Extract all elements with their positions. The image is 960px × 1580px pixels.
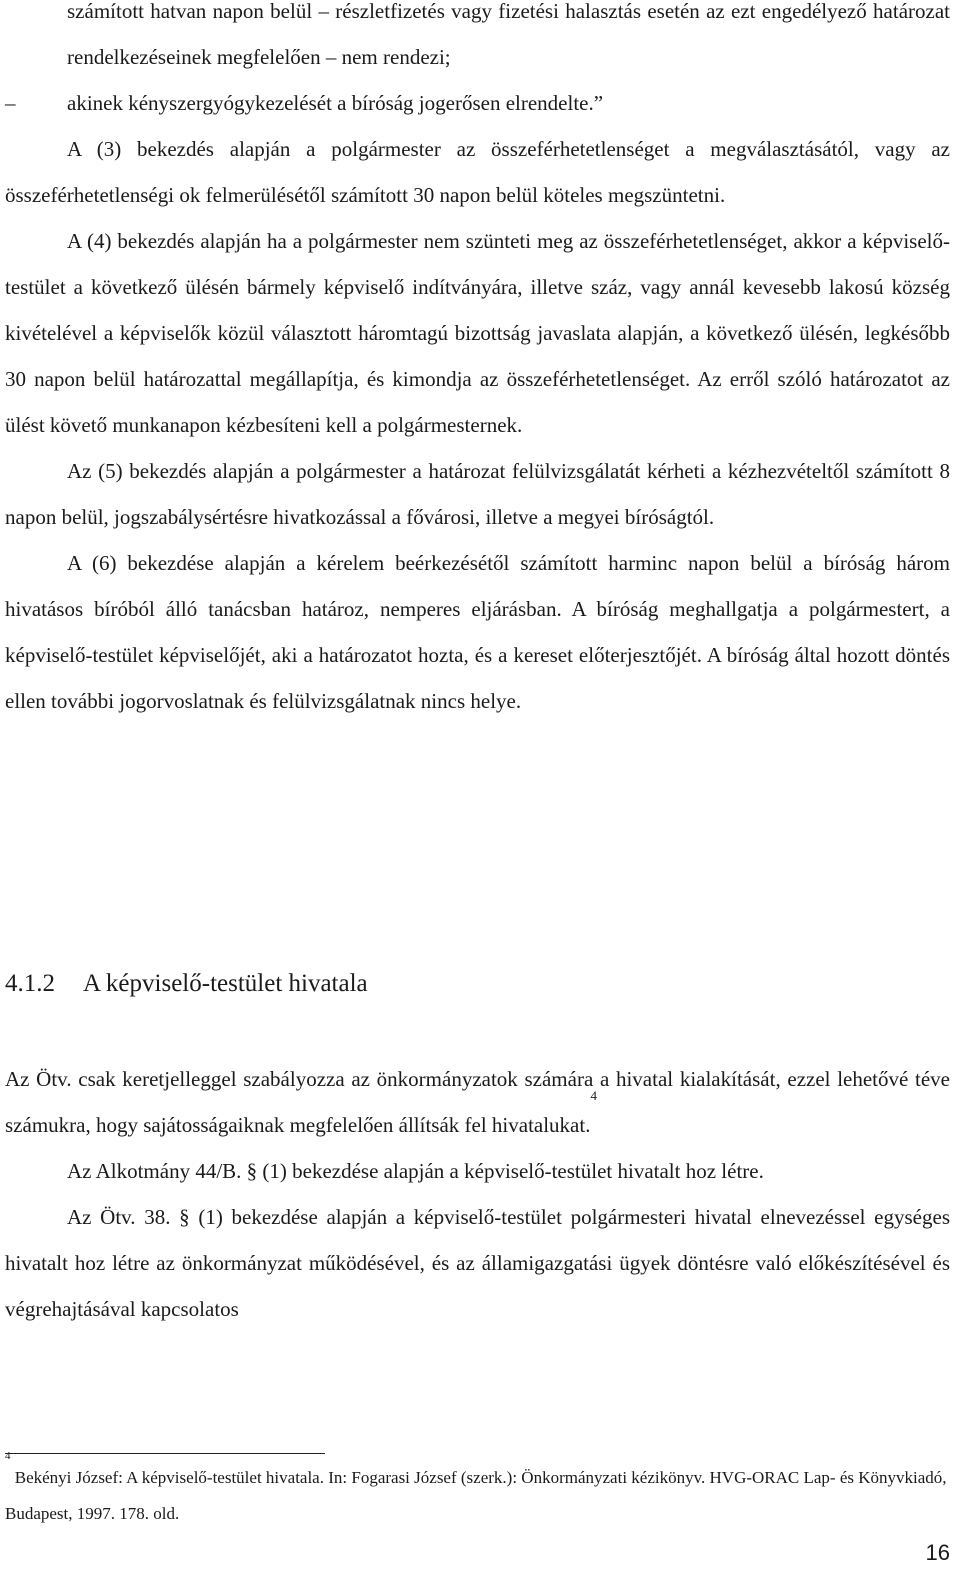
paragraph-3: A (3) bekezdés alapján a polgármester az összeférhetetlenséget a megválasztásától, vagy az összeférhetetlenségi ok felmerülésétől számított 30 napon belül köteles megszüntetni. — [5, 137, 950, 207]
list-item: – akinek kényszergyógykezelését a bíróság jogerősen elrendelte.” — [5, 80, 950, 126]
footnote-text: Bekényi József: A képviselő-testület hivatala. In: Fogarasi József (szerk.): Önkormányzati kézikönyv. HVG-ORAC Lap- és Könyvkiadó, Budapest, 1997. 178. old. — [5, 1468, 947, 1523]
paragraph-6: A (6) bekezdése alapján a kérelem beérkezésétől számított harminc napon belül a bíróság három hivatásos bíróból álló tanácsban határoz, nemperes eljárásban. A bíróság meghallgatja a polgármestert, a képviselő-testület képviselőjét, aki a határozatot hozta, és a kereset előterjesztőjét. A bíróság által hozott döntés ellen további jogorvoslatnak és felülvizsgálatnak nincs helye. — [5, 551, 950, 713]
paragraph-otv: Az Ötv. csak keretjelleggel szabályozza az önkormányzatok számára a hivatal kialakítását, ezzel lehetővé téve számukra, hogy sajátosságaiknak megfelelően állítsák fel hivatalukat.$^4$ — [5, 1067, 950, 1137]
footnote-reference[interactable]: 4 — [590, 1088, 597, 1103]
document-page — [5, 0, 950, 724]
paragraph-5: Az (5) bekezdés alapján a polgármester a határozat felülvizsgálatát kérheti a kézhezvételtől számított 8 napon belül, jogszabálysértésre hivatkozással a fővárosi, illetve a megyei bíróságtól. — [5, 459, 950, 529]
footnote-separator — [5, 1453, 325, 1454]
paragraph-otv-38: Az Ötv. 38. § (1) bekezdése alapján a képviselő-testület polgármesteri hivatal elnevezéssel egységes hivatalt hoz létre az önkormányzat működésével, és az államigazgatási ügyek döntésre való előkészítésével és végrehajtásával kapcsolatos — [5, 1205, 950, 1321]
footnote — [5, 1450, 950, 1532]
section-body — [5, 1056, 950, 1332]
section-heading — [5, 970, 368, 998]
paragraph-4: A (4) bekezdés alapján ha a polgármester nem szünteti meg az összeférhetetlenséget, akkor a képviselő-testület a következő ülésén bármely képviselő indítványára, illetve száz, vagy annál kevesebb lakosú község kivételével a képviselők közül választott háromtagú bizottság javaslata alapján, a következő ülésén, legkésőbb 30 napon belül határozattal megállapítja, és kimondja az összeférhetetlenséget. Az erről szóló határozatot az ülést követő munkanapon kézbesíteni kell a polgármesternek. — [5, 229, 950, 437]
dash-bullet: – — [5, 91, 16, 115]
page-number: 16 — [925, 1540, 950, 1565]
list-item-continuation: számított hatvan napon belül – részletfizetés vagy fizetési halasztás esetén az ezt engedélyező határozat rendelkezéseinek megfelelően – nem rendezi; — [67, 0, 950, 69]
paragraph-alkotmany: Az Alkotmány 44/B. § (1) bekezdése alapján a képviselő-testület hivatalt hoz létre. — [67, 1159, 764, 1183]
footnote-number: 4 — [5, 1450, 11, 1462]
section-title: A képviselő-testület hivatala — [83, 970, 368, 997]
section-number: 4.1.2 — [5, 970, 55, 997]
